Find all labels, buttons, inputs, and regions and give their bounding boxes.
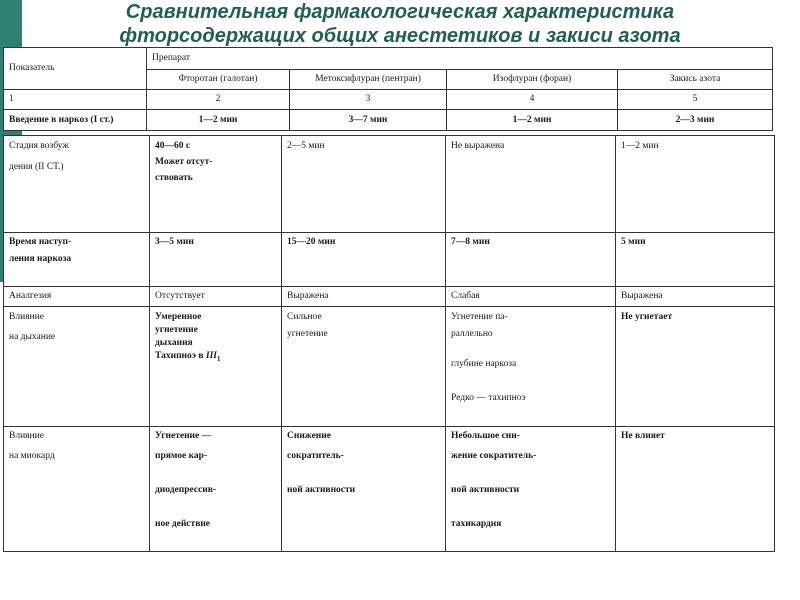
stage-ftorotan-line: 40—60 с (155, 141, 191, 151)
title-line-1: Сравнительная фармакологическая характеристика (125, 1, 675, 23)
stage-row (4, 136, 775, 233)
header-table (3, 47, 773, 131)
myocard-nitrous: Не влияет (616, 427, 775, 552)
respiration-isofluran (446, 307, 616, 427)
myocard-metoxyfluran (282, 427, 446, 552)
respiration-label (4, 307, 150, 427)
myocard-ftorotan (150, 427, 282, 552)
intro-value: 1—2 мин (147, 110, 290, 131)
header-drug-nitrous: Закись азота (618, 70, 773, 90)
respiration-isofluran-line: Угнетение па- (451, 312, 508, 322)
time-isofluran: 7—8 мин (446, 233, 616, 287)
myocard-isofluran-line: Небольшое сни- (451, 431, 520, 441)
time-nitrous: 5 мин (616, 233, 775, 287)
myocard-ftorotan-line: прямое кар- (155, 451, 208, 461)
stage-ftorotan-line: ствовать (155, 173, 193, 183)
respiration-metoxyfluran (282, 307, 446, 427)
header-drug: Препарат (147, 48, 773, 70)
stage-metoxyfluran: 2—5 мин (282, 136, 446, 233)
respiration-ftorotan-line: дыхания (155, 338, 193, 348)
stage-ftorotan (150, 136, 282, 233)
header-row-numbers (4, 90, 773, 110)
stage-label (4, 136, 150, 233)
myocard-isofluran-line: тахикардия (451, 519, 502, 529)
time-label (4, 233, 150, 287)
respiration-metoxyfluran-line: Сильное (287, 312, 322, 322)
time-label-line: Время наступ- (9, 237, 72, 247)
time-row (4, 233, 775, 287)
header-drug-isofluran: Изофлуран (форан) (447, 70, 618, 90)
analgesia-isofluran: Слабая (446, 287, 616, 307)
page-title (0, 0, 800, 48)
myocard-label-line: на миокард (9, 451, 55, 461)
myocard-isofluran (446, 427, 616, 552)
intro-value: 1—2 мин (447, 110, 618, 131)
myocard-isofluran-line: жение сократитель- (451, 451, 537, 461)
respiration-isofluran-line: глубине наркоза (451, 359, 517, 369)
intro-label: Введение в наркоз (I ст.) (4, 110, 147, 131)
time-metoxyfluran: 15—20 мин (282, 233, 446, 287)
time-ftorotan: 3—5 мин (150, 233, 282, 287)
respiration-label-line: Влияние (9, 312, 44, 322)
time-label-line: ления наркоза (9, 254, 72, 264)
title-line-2: фторсодержащих общих анестетиков и закиси азота (119, 25, 681, 47)
column-number: 4 (447, 90, 618, 110)
analgesia-row (4, 287, 775, 307)
column-number: 1 (4, 90, 147, 110)
myocard-ftorotan-line: ное действие (155, 519, 211, 529)
main-table (3, 135, 775, 552)
analgesia-nitrous: Выражена (616, 287, 775, 307)
analgesia-label: Аналгезия (4, 287, 150, 307)
respiration-row (4, 307, 775, 427)
respiration-ftorotan-line: Умеренное (155, 312, 202, 322)
respiration-ftorotan (150, 307, 282, 427)
myocard-row (4, 427, 775, 552)
intro-value: 2—3 мин (618, 110, 773, 131)
myocard-metoxyfluran-line: сократитель- (287, 451, 344, 461)
header-drug-ftorotan: Фторотан (галотан) (147, 70, 290, 90)
myocard-metoxyfluran-line: Снижение (287, 431, 331, 441)
respiration-isofluran-line: раллельно (451, 329, 493, 339)
myocard-label-line: Влияние (9, 431, 44, 441)
column-number: 5 (618, 90, 773, 110)
respiration-ftorotan-line: угнетение (155, 325, 198, 335)
respiration-metoxyfluran-line: угнетение (287, 329, 328, 339)
myocard-isofluran-line: ной активности (451, 485, 520, 495)
intro-value: 3—7 мин (290, 110, 447, 131)
header-row-titles (4, 48, 773, 70)
stage-nitrous: 1—2 мин (616, 136, 775, 233)
myocard-label (4, 427, 150, 552)
column-number: 2 (147, 90, 290, 110)
header-indicator: Показатель (4, 48, 147, 90)
respiration-label-line: на дыхание (9, 332, 56, 342)
intro-row (4, 110, 773, 131)
respiration-isofluran-line: Редко — тахипноэ (451, 393, 526, 403)
respiration-ftorotan-tachypnea: Тахипноэ в $III_1$ (155, 351, 221, 363)
analgesia-metoxyfluran: Выражена (282, 287, 446, 307)
myocard-ftorotan-line: диодепрессив- (155, 485, 217, 495)
stage-label-line: Стадия возбуж (9, 141, 69, 151)
stage-label-line: дения (II СТ.) (9, 162, 64, 172)
column-number: 3 (290, 90, 447, 110)
myocard-metoxyfluran-line: ной активности (287, 485, 356, 495)
header-drug-metoxyfluran: Метоксифлуран (пентран) (290, 70, 447, 90)
respiration-nitrous: Не угнетает (616, 307, 775, 427)
stage-isofluran: Не выражена (446, 136, 616, 233)
stage-ftorotan-line: Может отсут- (155, 157, 213, 167)
myocard-ftorotan-line: Угнетение — (155, 431, 212, 441)
analgesia-ftorotan: Отсутствует (150, 287, 282, 307)
